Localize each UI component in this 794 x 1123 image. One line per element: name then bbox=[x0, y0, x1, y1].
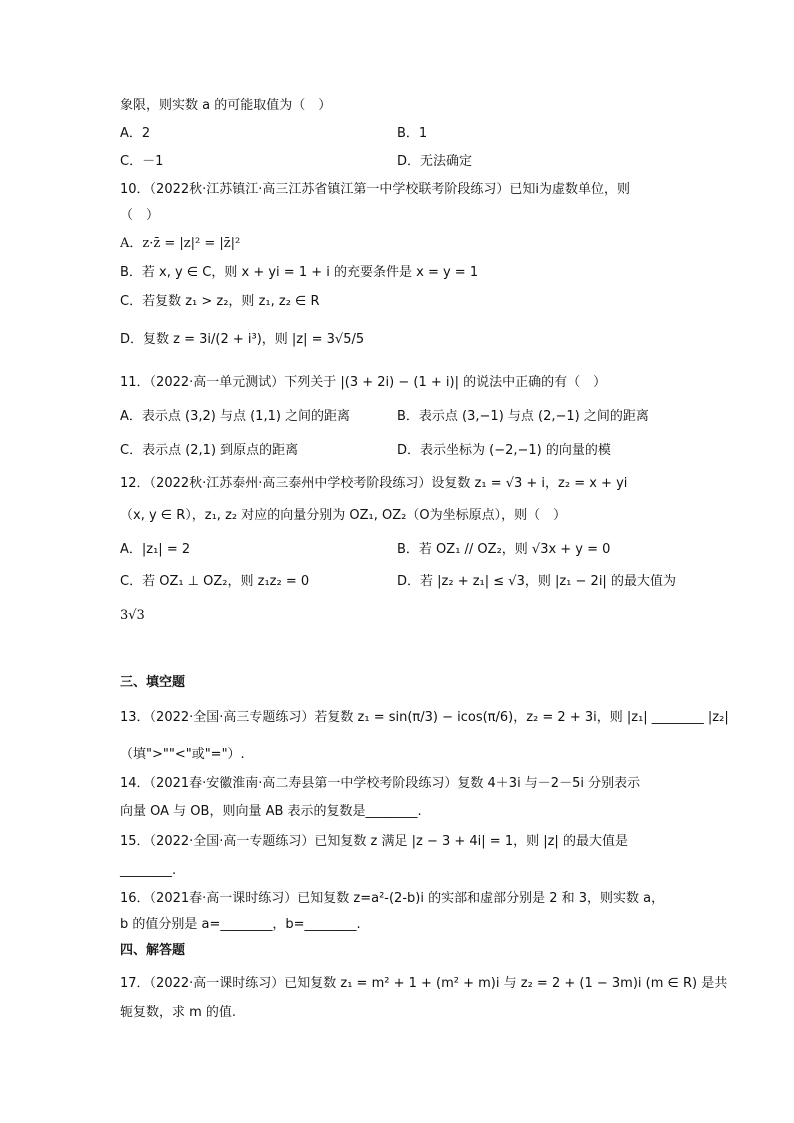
q11-option-a: A．表示点 (3,2) 与点 (1,1) 之间的距离 bbox=[120, 409, 351, 424]
q10-option-a: A．z·z̄ = |z|² = |z̄|² bbox=[120, 236, 241, 251]
q12-option-d-cont: 3√3 bbox=[120, 608, 145, 623]
q10-option-c: C．若复数 z₁ > z₂，则 z₁, z₂ ∈ R bbox=[120, 294, 320, 309]
q12-option-d: D．若 |z₂ + z₁| ≤ √3，则 |z₁ − 2i| 的最大值为 bbox=[397, 574, 676, 589]
q11-option-c: C．表示点 (2,1) 到原点的距离 bbox=[120, 443, 299, 458]
q12-stem-cont: （x, y ∈ R），z₁, z₂ 对应的向量分别为 OZ₁, OZ₂（O为坐标原点），则（ ） bbox=[120, 508, 567, 523]
q13-stem-cont: （填">""<"或"="）. bbox=[120, 747, 245, 762]
q11-option-b: B．表示点 (3,−1) 与点 (2,−1) 之间的距离 bbox=[397, 409, 649, 424]
q16-stem: 16．（2021春·高一课时练习）已知复数 z=a²-(2-b)i 的实部和虚部分别是 2 和 3，则实数 a， bbox=[120, 891, 665, 906]
q16-stem-cont: b 的值分别是 a=________，b=________. bbox=[120, 917, 361, 932]
q12-option-a: A．|z₁| = 2 bbox=[120, 542, 191, 557]
q9-option-b: B．1 bbox=[397, 126, 428, 141]
q10-option-b: B．若 x, y ∈ C，则 x + yi = 1 + i 的充要条件是 x = y = 1 bbox=[120, 265, 479, 280]
q9-option-c: C．－1 bbox=[120, 154, 164, 169]
section-fill-in-heading: 三、填空题 bbox=[120, 675, 186, 690]
q11-option-d: D．表示坐标为 (−2,−1) 的向量的模 bbox=[397, 443, 611, 458]
q15-stem: 15．（2022·全国·高一专题练习）已知复数 z 满足 |z − 3 + 4i| = 1，则 |z| 的最大值是 bbox=[120, 834, 628, 849]
q12-stem: 12．（2022秋·江苏泰州·高三泰州中学校考阶段练习）设复数 z₁ = √3 + i，z₂ = x + yi bbox=[120, 476, 628, 491]
q14-stem: 14．（2021春·安徽淮南·高二寿县第一中学校考阶段练习）复数 4＋3i 与－2－5i 分别表示 bbox=[120, 776, 641, 791]
q15-stem-cont: ________. bbox=[120, 863, 177, 878]
q9-option-d: D．无法确定 bbox=[397, 154, 473, 169]
q12-option-b: B．若 OZ₁ // OZ₂，则 √3x + y = 0 bbox=[397, 542, 611, 557]
section-answer-heading: 四、解答题 bbox=[120, 943, 186, 958]
q9-stem-tail: 象限，则实数 a 的可能取值为（ ） bbox=[120, 98, 332, 113]
q13-stem: 13．（2022·全国·高三专题练习）若复数 z₁ = sin(π/3) − icos(π/6)，z₂ = 2 + 3i，则 |z₁| ________ |z₂| bbox=[120, 710, 729, 725]
q17-stem-cont: 轭复数，求 m 的值. bbox=[120, 1005, 237, 1020]
q9-option-a: A．2 bbox=[120, 126, 151, 141]
q17-stem: 17．（2022·高一课时练习）已知复数 z₁ = m² + 1 + (m² + m)i 与 z₂ = 2 + (1 − 3m)i (m ∈ R) 是共 bbox=[120, 976, 728, 991]
q10-option-d: D．复数 z = 3i/(2 + i³)，则 |z| = 3√5/5 bbox=[120, 332, 365, 347]
q10-stem: 10．（2022秋·江苏镇江·高三江苏省镇江第一中学校联考阶段练习）已知i为虚数单位，则 bbox=[120, 182, 631, 197]
q12-option-c: C．若 OZ₁ ⊥ OZ₂，则 z₁z₂ = 0 bbox=[120, 574, 310, 589]
q14-stem-cont: 向量 OA 与 OB，则向量 AB 表示的复数是________. bbox=[120, 804, 422, 819]
q10-stem-paren: （ ） bbox=[120, 208, 160, 223]
q11-stem: 11．（2022·高一单元测试）下列关于 |(3 + 2i) − (1 + i)| 的说法中正确的有（ ） bbox=[120, 375, 607, 390]
